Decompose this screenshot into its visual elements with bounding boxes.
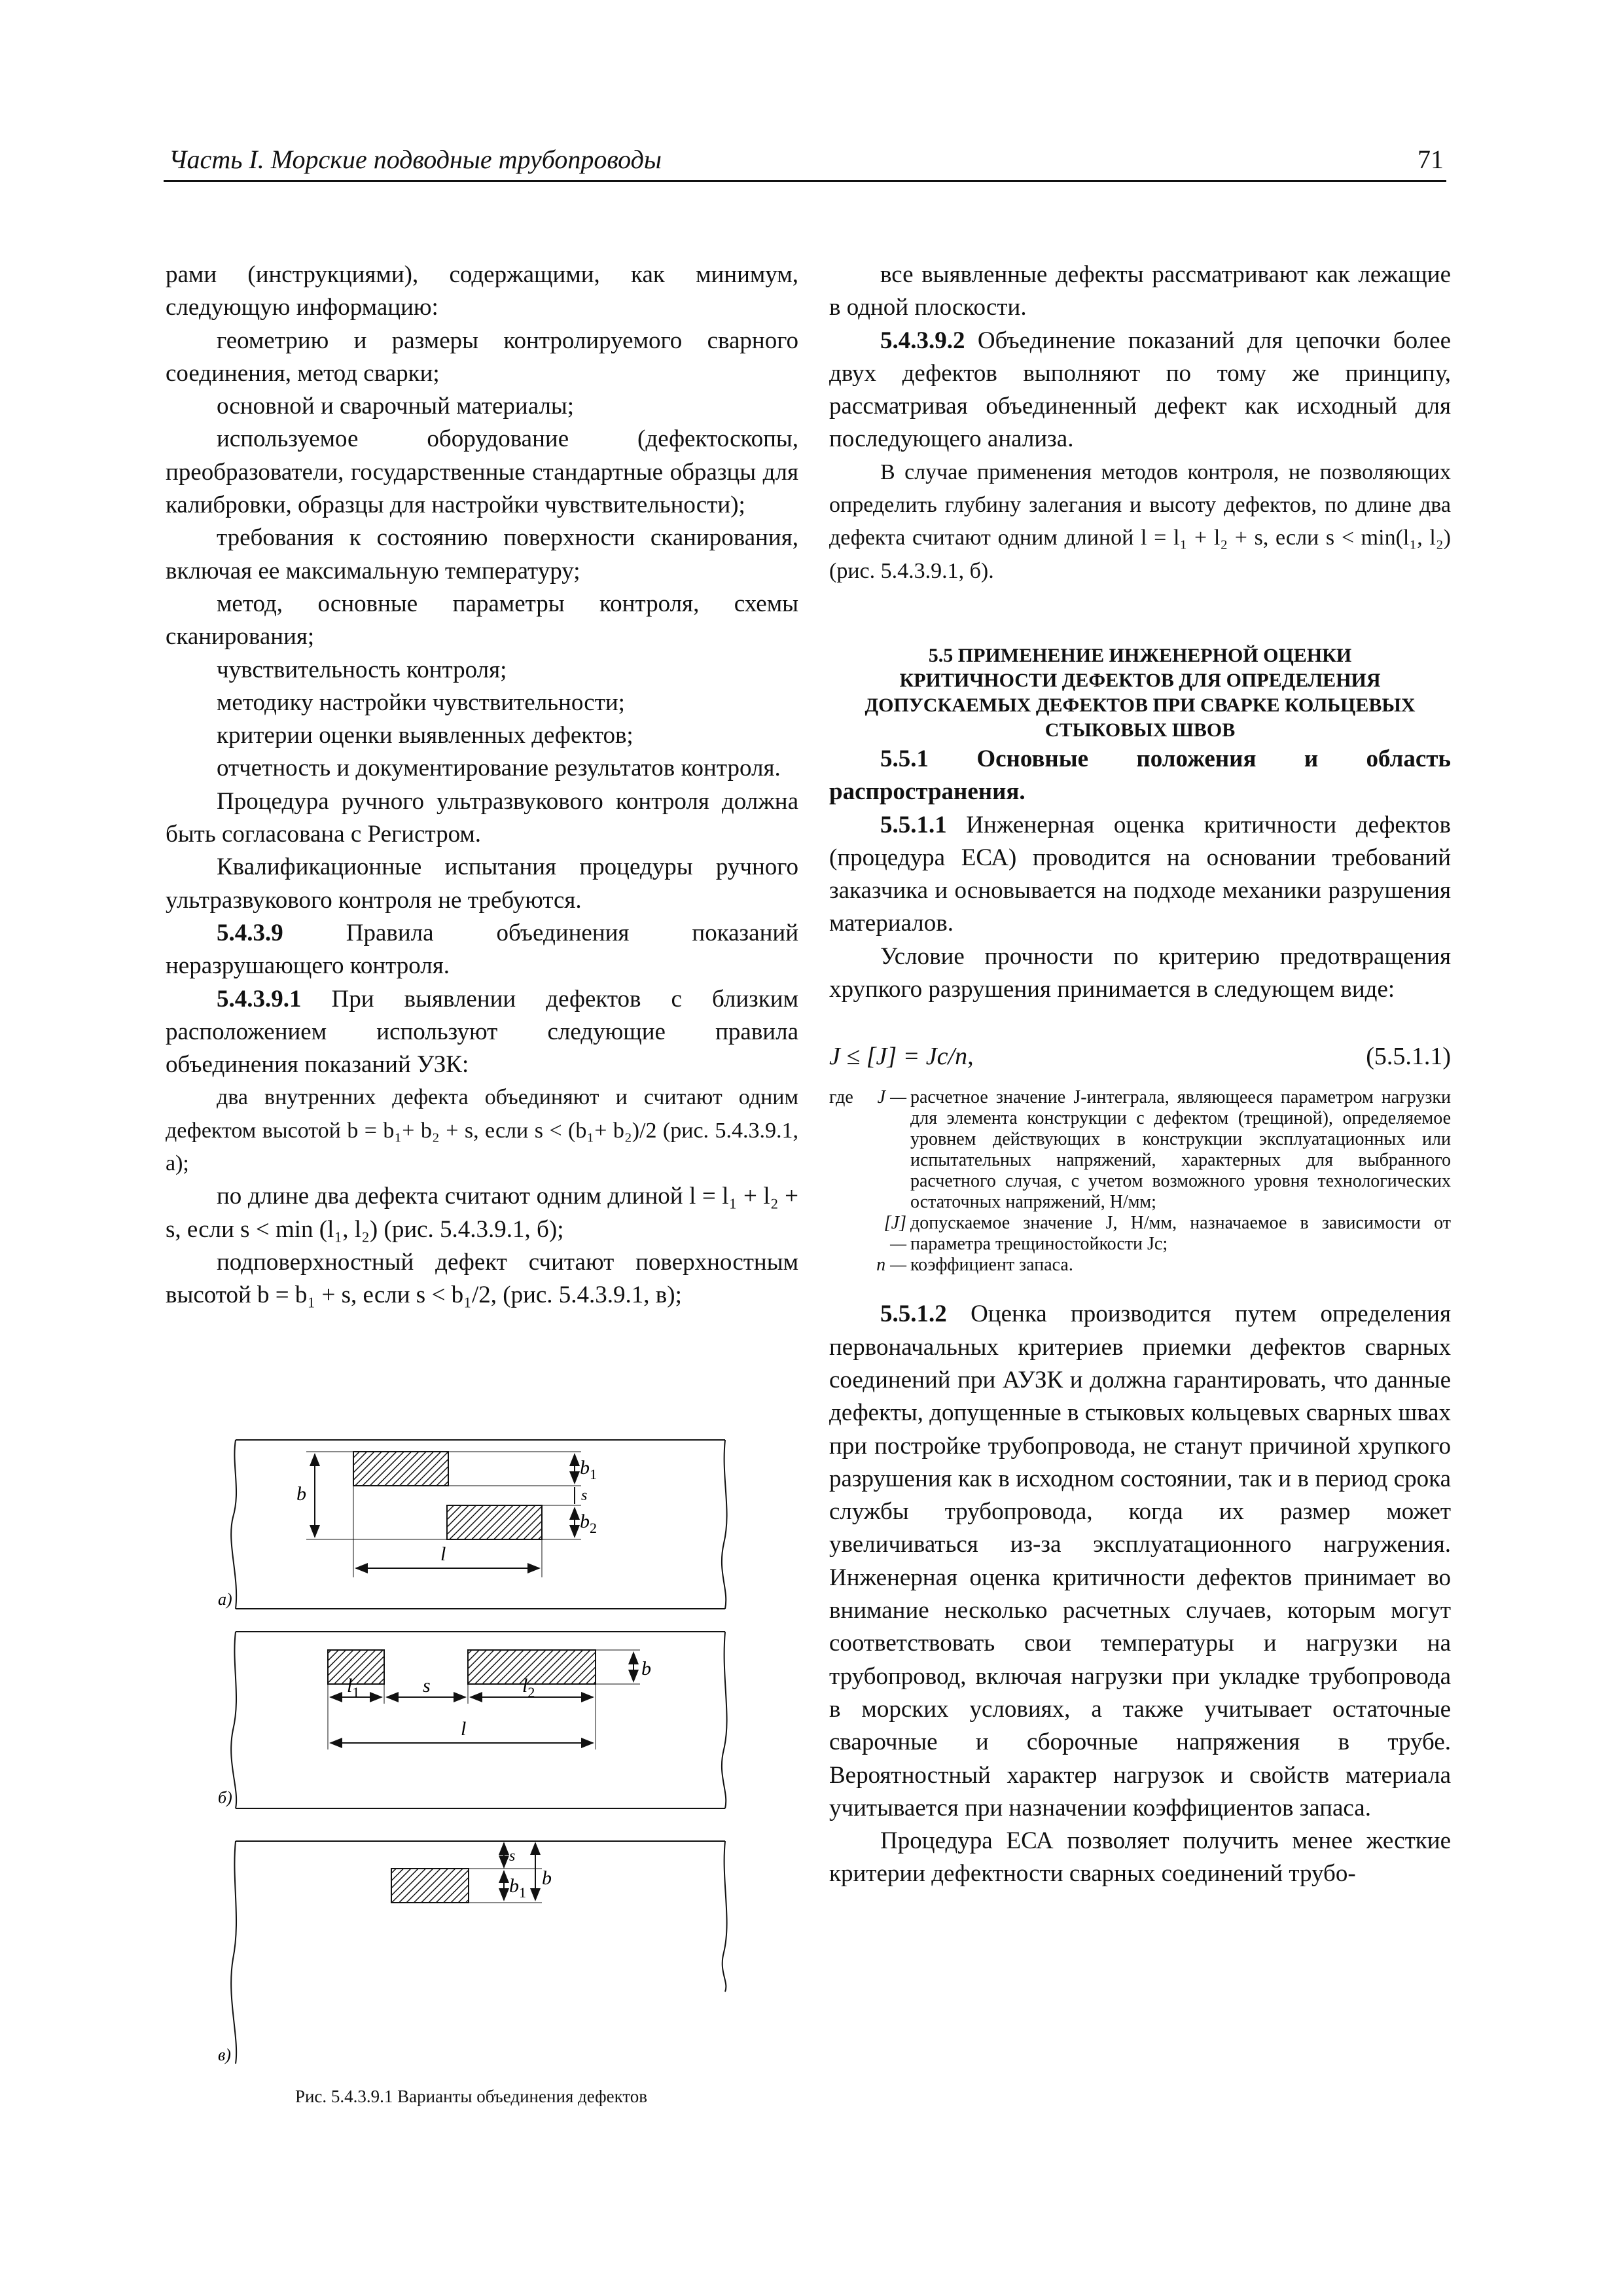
break-line [722,1841,727,1992]
page-number: 71 [1418,145,1444,174]
section-heading: 5.5 ПРИМЕНЕНИЕ ИНЖЕНЕРНОЙ ОЦЕНКИ КРИТИЧНОСТИ ДЕФЕКТОВ ДЛЯ ОПРЕДЕЛЕНИЯ ДОПУСКАЕМЫХ ДЕФЕКТОВ ПРИ СВАРКЕ КОЛЬЦЕВЫХ СТЫКОВЫХ ШВОВ [865,644,1416,741]
legend-text: допускаемое значение J, Н/мм, назначаемое в зависимости от параметра трещиностойкости Jc; [910,1213,1451,1255]
rule-item: два внутренних дефекта объединяют и считают одним дефектом высотой b = b₁+ b₂ + s, если s < (b₁+ b₂)/2 (рис. 5.4.3.9.1, а); [166,1085,798,1176]
label-b1: $b_1$ [580,1457,597,1482]
label-s: s [581,1487,588,1504]
formula-number: (5.5.1.1) [1366,1043,1451,1071]
paragraph [829,1298,1451,1825]
label-b: b [641,1658,651,1679]
clause-text: Объединение показаний для цепочки более двух дефектов выполняют по тому же принципу, рассматривая объединенный дефект как исходный для последующего анализа. [829,327,1451,453]
paragraph [166,917,798,983]
list-item: критерии оценки выявленных дефектов; [217,722,633,749]
list-item: основной и сварочный материалы; [217,393,575,420]
list-item: отчетность и документирование результатов контроля. [217,755,781,782]
label-s: s [509,1848,516,1865]
clause-text: Инженерная оценка критичности дефектов (процедура ЕСА) проводится на основании требований заказчика и основывается на подходе механики разрушения материалов. [829,811,1451,937]
clause-number: 5.5.1.2 [880,1300,947,1328]
defect-merging-figure [208,1432,732,2100]
paragraph: рами (инструкциями), содержащими, как минимум, следующую информацию: [166,261,798,321]
paragraph: все выявленные дефекты рассматривают как лежащие в одной плоскости. [829,261,1451,321]
label-l2: $l_2$ [522,1675,535,1700]
legend-symbol: n — [876,1255,906,1276]
label-s: s [423,1675,431,1696]
paragraph: Квалификационные испытания процедуры ручного ультразвукового контроля не требуются. [166,853,798,914]
label-b2: $b_2$ [580,1511,597,1536]
legend-text: коэффициент запаса. [910,1255,1073,1276]
defect-2 [468,1650,596,1684]
subsection-heading: 5.5.1 Основные положения и область распространения. [829,745,1451,806]
paragraph: Условие прочности по критерию предотвращения хрупкого разрушения принимается в следующем виде: [829,942,1451,1003]
label-b: b [542,1867,552,1889]
figure-caption: Рис. 5.4.3.9.1 Варианты объединения дефектов [294,2087,648,2106]
break-line [231,1632,236,1808]
break-line [722,1440,727,1609]
list-item: используемое оборудование (дефектоскопы, преобразователи, государственные стандартные образцы для калибровки, образцы для настройки чувствительности); [166,425,798,519]
clause-number: 5.4.3.9.1 [217,985,302,1013]
paragraph [829,325,1451,456]
panel-b [218,1632,727,1808]
list-item: геометрию и размеры контролируемого сварного соединения, метод сварки; [166,327,798,387]
formula [829,1040,1451,1079]
paragraph [829,809,1451,941]
list-item: чувствительность контроля; [217,656,507,683]
label-l1: $l_1$ [347,1675,360,1700]
panel-b-label: б) [218,1788,232,1807]
legend-row [829,1213,1451,1255]
paragraph: Процедура ЕСА позволяет получить менее жесткие критерии дефектности сварных соединений трубо- [829,1827,1451,1888]
defect-1 [328,1650,384,1684]
label-b: b [296,1483,306,1505]
break-line [722,1632,727,1808]
formula-legend [829,1087,1451,1276]
legend-text: расчетное значение J-интеграла, являющееся параметром нагрузки для элемента конструкции с дефектом (трещиной), определяемое уровнем действующих в конструкции эксплуатационных или испытательных напряжений, характерных для выбранного расчетного случая, с учетом возможного уровня технологических остаточных напряжений, Н/мм; [910,1087,1451,1213]
label-b1: $b_1$ [509,1875,526,1901]
panel-c-label: в) [218,2045,231,2064]
clause-text: При выявлении дефектов с близким расположением используют следующие правила объединения показаний УЗК: [166,985,798,1079]
defect-1 [353,1452,448,1486]
left-column [166,259,798,1312]
clause-number: 5.4.3.9.2 [880,327,965,354]
list-item: метод, основные параметры контроля, схемы сканирования; [166,590,798,651]
paragraph: В случае применения методов контроля, не позволяющих определить глубину залегания и высоту дефектов, по длине два дефекта считают одним длиной l = l₁ + l₂ + s, если s < min(l₁, l₂) (рис. 5.4.3.9.1, б). [829,459,1451,583]
clause-text: Оценка производится путем определения первоначальных критериев приемки дефектов сварных соединений при АУЗК и должна гарантировать, что данные дефекты, допущенные в стыковых кольцевых сварных швах при постройке трубопровода, не станут причиной хрупкого разрушения как в исходном состоянии, так и в период срока службы трубопровода, когда их размер может увеличиваться из-за эксплуатационного нагружения. Инженерная оценка критичности дефектов принимает во внимание несколько расчетных случаев, которым могут соответствовать свои температуры и нагрузки на трубопровод, включая нагрузки при укладке трубопровода в морских условиях, а также учитывает остаточные сварочные и сборочные напряжения в трубе. Вероятностный характер нагрузок и свойств материала учитывается при назначении коэффициентов запаса. [829,1300,1451,1821]
legend-symbol: [J] — [883,1213,906,1255]
break-line [231,1440,236,1609]
legend-row [829,1087,1451,1213]
rule-item: подповерхностный дефект считают поверхностным высотой b = b₁ + s, если s < b₁/2, (рис. 5.4.3.9.1, в); [166,1248,798,1309]
formula-expression: J ≤ [J] = Jc/n, [829,1043,974,1071]
where-word: где [829,1087,853,1108]
panel-c [218,1841,727,2064]
label-l: l [461,1718,467,1740]
page-header [164,141,1446,182]
list-item: методику настройки чувствительности; [217,689,625,716]
list-item: требования к состоянию поверхности сканирования, включая ее максимальную температуру; [166,524,798,584]
panel-a-label: а) [218,1590,232,1609]
legend-symbol: J — [877,1087,906,1108]
clause-number: 5.5.1.1 [880,811,947,838]
defect [391,1869,469,1903]
rule-item: по длине два дефекта считают одним длиной l = l₁ + l₂ + s, если s < min (l₁, l₂) (рис. 5.4.3.9.1, б); [166,1183,798,1243]
paragraph: Процедура ручного ультразвукового контроля должна быть согласована с Регистром. [166,787,798,848]
running-title: Часть I. Морские подводные трубопроводы [169,145,662,174]
break-line [231,1841,236,2064]
right-column [829,259,1451,1891]
legend-row [829,1255,1451,1276]
defect-2 [447,1505,542,1539]
panel-a [218,1440,727,1609]
clause-number: 5.4.3.9 [217,919,283,946]
clause-text: Правила объединения показаний неразрушающего контроля. [166,919,798,980]
label-l: l [440,1543,446,1565]
paragraph [166,983,798,1082]
